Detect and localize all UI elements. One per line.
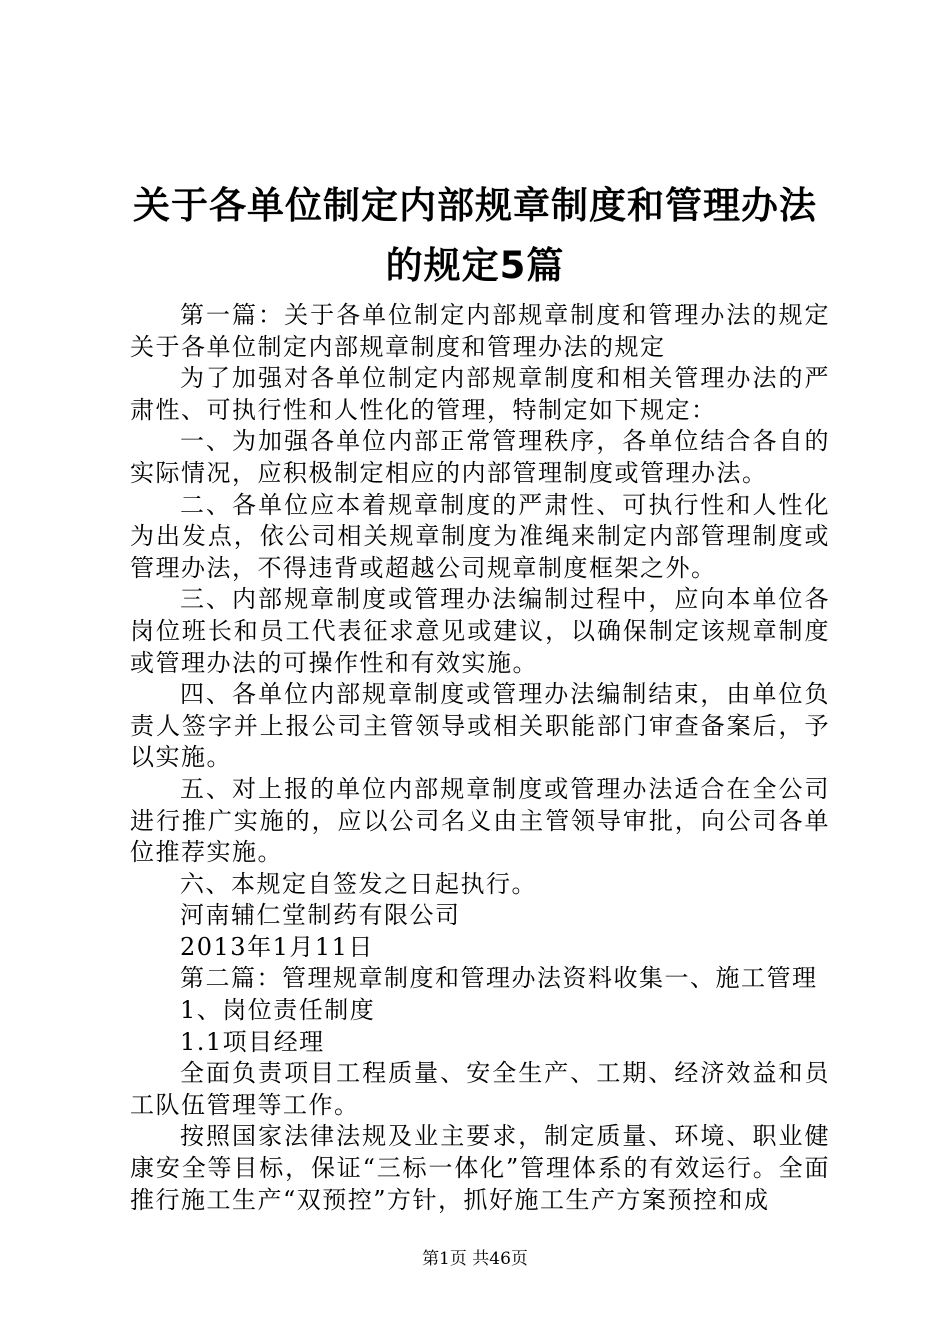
document-title: 关于各单位制定内部规章制度和管理办法的规定5篇 bbox=[133, 184, 817, 287]
document-body bbox=[130, 300, 830, 1216]
paragraph: 一、为加强各单位内部正常管理秩序，各单位结合各自的实际情况，应积极制定相应的内部管理制度或管理办法。 bbox=[130, 427, 830, 487]
paragraph: 四、各单位内部规章制度或管理办法编制结束，由单位负责人签字并上报公司主管领导或相关职能部门审查备案后，予以实施。 bbox=[130, 680, 830, 772]
paragraph: 按照国家法律法规及业主要求，制定质量、环境、职业健康安全等目标，保证“三标一体化”管理体系的有效运行。全面推行施工生产“双预控”方针，抓好施工生产方案预控和成 bbox=[130, 1122, 830, 1214]
paragraph: 全面负责项目工程质量、安全生产、工期、经济效益和员工队伍管理等工作。 bbox=[130, 1059, 830, 1119]
section-heading: 第二篇：管理规章制度和管理办法资料收集一、施工管理 bbox=[180, 964, 818, 993]
paragraph: 六、本规定自签发之日起执行。 bbox=[180, 869, 537, 898]
paragraph: 二、各单位应本着规章制度的严肃性、可执行性和人性化为出发点，依公司相关规章制度为准绳来制定内部管理制度或管理办法，不得违背或超越公司规章制度框架之外。 bbox=[130, 490, 830, 582]
paragraph: 第一篇：关于各单位制定内部规章制度和管理办法的规定关于各单位制定内部规章制度和管理办法的规定 bbox=[130, 301, 830, 361]
subsection-heading: 1、岗位责任制度 bbox=[180, 996, 376, 1025]
paragraph: 三、内部规章制度或管理办法编制过程中，应向本单位各岗位班长和员工代表征求意见或建议，以确保制定该规章制度或管理办法的可操作性和有效实施。 bbox=[130, 585, 830, 677]
subsection-heading: 1.1项目经理 bbox=[180, 1027, 325, 1056]
company-name: 河南辅仁堂制药有限公司 bbox=[180, 901, 461, 930]
paragraph: 五、对上报的单位内部规章制度或管理办法适合在全公司进行推广实施的，应以公司名义由主管领导审批，向公司各单位推荐实施。 bbox=[130, 774, 830, 867]
paragraph: 为了加强对各单位制定内部规章制度和相关管理办法的严肃性、可执行性和人性化的管理，特制定如下规定： bbox=[130, 364, 830, 424]
document-date: 2013年1月11日 bbox=[180, 932, 374, 961]
page-footer: 第1页 共46页 bbox=[422, 1249, 528, 1269]
